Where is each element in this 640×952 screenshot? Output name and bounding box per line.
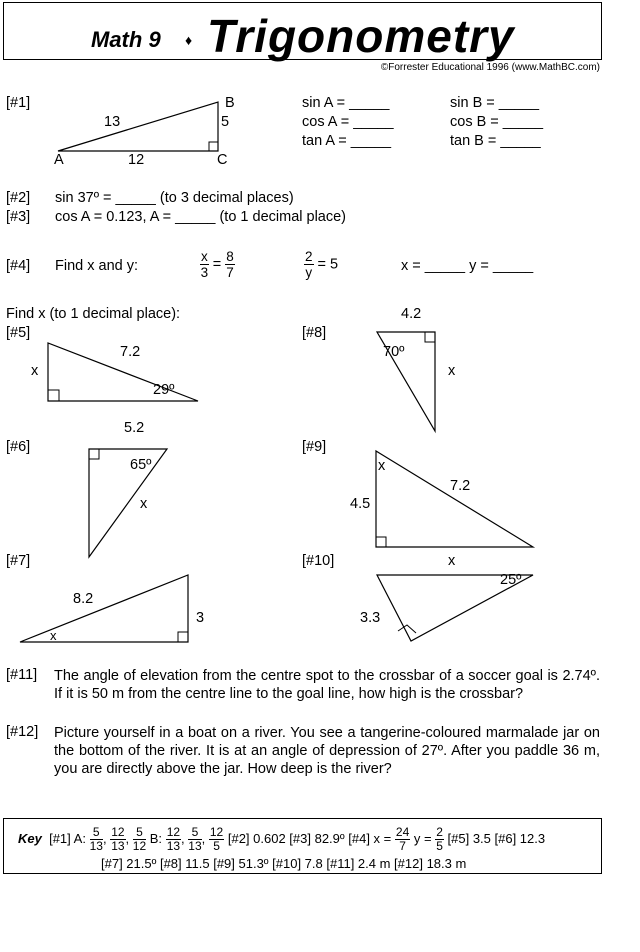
fraction: $\frac{12}{5}$: [209, 825, 224, 853]
q9-triangle: [376, 451, 533, 547]
copyright: ©Forrester Educational 1996 (www.MathBC.com): [380, 62, 600, 73]
q10-label: [#10]: [302, 553, 335, 569]
q6-label: [#6]: [6, 439, 31, 455]
q11-label: [#11]: [6, 667, 38, 683]
q4-equation-2: $\frac{2}{y}$ = 5: [305, 249, 339, 280]
q1-sin-b: sin B = _____: [450, 95, 540, 111]
q5-label: [#5]: [6, 325, 31, 341]
q6-top: 5.2: [124, 420, 145, 436]
q1-cos-a: cos A = _____: [302, 114, 394, 130]
q7-x: x: [50, 628, 57, 643]
course-name: Math 9: [91, 27, 161, 52]
fraction: $\frac{24}{7}$: [395, 825, 410, 853]
q6-triangle: [89, 449, 167, 557]
q4-answer: x = _____ y = _____: [401, 258, 534, 274]
q2-label: [#2]: [6, 190, 31, 206]
q7-hyp: 8.2: [73, 591, 94, 607]
q1-sin-a: sin A = _____: [302, 95, 390, 111]
fraction: $\frac{5}{13}$: [188, 825, 202, 853]
key-line-1: Key [#1] A: $\frac{5}{13}$ , $\frac{12}{13}$ , $\frac{5}{12}$ B: $\frac{12}{13}$ , $\frac{5}{13}$ , $\frac{12}{5}$ [#2] 0.602 [#3] 82.9º [#4] x = $\frac{24}{7}$ y = $\frac{2}{5}$ [#5] 3.5 [#6] 12.3: [18, 825, 546, 853]
q1-vertex-b: B: [225, 95, 235, 111]
q9-label: [#9]: [302, 439, 327, 455]
q1-hyp: 13: [104, 114, 121, 130]
fraction: $\frac{12}{13}$: [111, 825, 125, 853]
fraction: $\frac{x}{3}$: [200, 249, 209, 280]
q6-angle: 65º: [130, 457, 152, 473]
q11-text: The angle of elevation from the centre spot to the crossbar of a soccer goal is 2.74º. If it is 50 m from the centre line to the goal line, how high is the crossbar?: [54, 668, 600, 702]
q4-label: [#4]: [6, 258, 31, 274]
q9-x: x: [378, 458, 386, 474]
q12-label: [#12]: [6, 724, 39, 740]
q6-x: x: [140, 496, 148, 512]
fraction: $\frac{8}{7}$: [226, 249, 234, 280]
q8-x: x: [448, 363, 456, 379]
q3-label: [#3]: [6, 209, 31, 225]
q1-tan-b: tan B = _____: [450, 133, 541, 149]
q5-x: x: [31, 363, 39, 379]
key-line-2: [#7] 21.5º [#8] 11.5 [#9] 51.3º [#10] 7.8 [#11] 2.4 m [#12] 18.3 m: [101, 856, 467, 871]
fraction: $\frac{2}{5}$: [436, 825, 443, 853]
q7-triangle: [20, 575, 188, 642]
q12-text: Picture yourself in a boat on a river. You see a tangerine-coloured marmalade jar on the bottom of the river. It is at an angle of depression of 27º. After you paddle 36 m, you are directly above the jar. How deep is the river?: [54, 725, 600, 777]
find-x-instruction: Find x (to 1 decimal place):: [6, 306, 181, 322]
q1-opp: 5: [221, 114, 230, 130]
q7-label: [#7]: [6, 553, 31, 569]
q1-adj: 12: [128, 152, 145, 168]
fraction: $\frac{2}{y}$: [305, 249, 313, 280]
q8-label: [#8]: [302, 325, 327, 341]
q4-text: Find x and y:: [55, 258, 139, 274]
q1-tan-a: tan A = _____: [302, 133, 392, 149]
fraction: $\frac{12}{13}$: [166, 825, 181, 853]
q8-top: 4.2: [401, 306, 422, 322]
q5-hyp: 7.2: [120, 344, 141, 360]
q1-cos-b: cos B = _____: [450, 114, 544, 130]
q1-label: [#1]: [6, 95, 31, 111]
fraction: $\frac{5}{13}$: [89, 825, 103, 853]
q10-side: 3.3: [360, 610, 381, 626]
q8-angle: 70º: [383, 344, 405, 360]
q10-angle: 25º: [500, 572, 522, 588]
q9-side: 4.5: [350, 496, 371, 512]
separator-diamond: ♦: [185, 32, 193, 48]
q9-hyp: 7.2: [450, 478, 471, 494]
q1-vertex-a: A: [54, 152, 64, 168]
q1-triangle: [58, 102, 218, 151]
q5-angle: 29º: [153, 382, 175, 398]
q4-equation-1: $\frac{x}{3}$ = $\frac{8}{7}$: [200, 249, 234, 280]
q3-text: cos A = 0.123, A = _____ (to 1 decimal place): [55, 209, 347, 225]
answer-key: [3, 818, 602, 874]
fraction: $\frac{5}{12}$: [132, 825, 147, 853]
q2-text: sin 37º = _____ (to 3 decimal places): [55, 190, 294, 206]
key-title: Key: [18, 830, 42, 846]
page-title: Trigonometry: [207, 10, 515, 62]
q10-x: x: [448, 553, 456, 569]
q7-side: 3: [196, 610, 205, 626]
q1-vertex-c: C: [217, 152, 228, 168]
